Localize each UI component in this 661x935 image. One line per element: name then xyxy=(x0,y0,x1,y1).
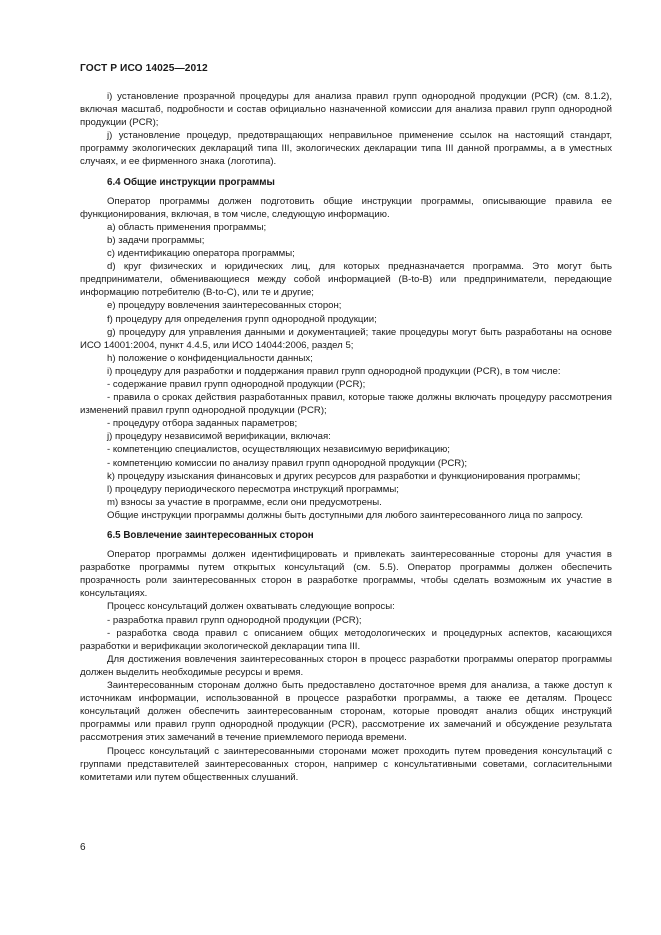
list-item: f) процедуру для определения групп однородной продукции; xyxy=(107,313,377,325)
list-item: k) процедуру изыскания финансовых и других ресурсов для разработки и функционирования программы; xyxy=(107,470,581,482)
list-item: a) область применения программы; xyxy=(107,221,267,233)
list-item: i) процедуру для разработки и поддержания правил групп однородной продукции (PCR), в том числе: xyxy=(107,365,561,377)
list-item: - компетенцию специалистов, осуществляющих независимую верификацию; xyxy=(107,444,450,456)
paragraph: Общие инструкции программы должны быть доступными для любого заинтересованного лица по запросу. xyxy=(107,509,584,521)
list-item: e) процедуру вовлечения заинтересованных сторон; xyxy=(107,300,342,312)
list-item: - разработка правил групп однородной продукции (PCR); xyxy=(107,614,362,626)
standard-header: ГОСТ Р ИСО 14025—2012 xyxy=(80,63,208,74)
list-item: - компетенцию комиссии по анализу правил групп однородной продукции (PCR); xyxy=(107,457,468,469)
list-item: - содержание правил групп однородной продукции (PCR); xyxy=(107,378,366,390)
paragraph: Оператор программы должен идентифицировать и привлекать заинтересованные стороны для участия в разработке программы путем открытых консультаций (см. 5.5). Оператор программы должен обеспечить прозрачность роли заинтересованных сторон в разработке программы, чтобы сделать возможным их участие в консультациях. xyxy=(80,549,612,600)
paragraph: Процесс консультаций должен охватывать следующие вопросы: xyxy=(107,601,395,613)
list-item: g) процедуру для управления данными и документацией; такие процедуры могут быть разработаны на основе ИСО 14001:2004, пункт 4.4.5, или ИСО 14044:2006, раздел 5; xyxy=(80,326,612,351)
paragraph: Для достижения вовлечения заинтересованных сторон в процесс разработки программы оператор программы должен выделить необходимые ресурсы и время. xyxy=(80,653,612,678)
list-item: - правила о сроках действия разработанных правил, которые также должны включать процедуру рассмотрения изменений правил групп однородной продукции (PCR); xyxy=(80,392,612,417)
section-heading-6-5: 6.5 Вовлечение заинтересованных сторон xyxy=(107,530,314,541)
list-item: l) процедуру периодического пересмотра инструкций программы; xyxy=(107,483,399,495)
list-item: - разработка свода правил с описанием общих методологических и процедурных аспектов, касающихся разработки и верификации экологической декларации типа III. xyxy=(80,627,612,652)
list-item: j) процедуру независимой верификации, включая: xyxy=(107,431,331,443)
list-item-i: i) установление прозрачной процедуры для анализа правил групп однородной продукции (PCR) (см. 8.1.2), включая масштаб, подробности и состав официально назначенной комиссии для анализа правил групп однородной продукции (PCR); xyxy=(80,91,612,129)
list-item: - процедуру отбора заданных параметров; xyxy=(107,418,298,430)
list-item: h) положение о конфиденциальности данных; xyxy=(107,352,313,364)
document-body xyxy=(80,90,612,784)
list-item: m) взносы за участие в программе, если они предусмотрены. xyxy=(107,496,382,508)
paragraph: Процесс консультаций с заинтересованными сторонами может проходить путем проведения консультаций с группами представителей заинтересованных сторон, например с консультативными советами, согласительными комитетами или путем общественных слушаний. xyxy=(80,745,612,783)
list-item-j: j) установление процедур, предотвращающих неправильное применение ссылок на настоящий стандарт, программу экологических деклараций типа III, экологических декларации типа III данной программы, а в уместных случаях, и ее фирменного знака (логотипа). xyxy=(80,130,612,168)
list-item: c) идентификацию оператора программы; xyxy=(107,248,295,260)
section-heading-6-4: 6.4 Общие инструкции программы xyxy=(107,176,275,188)
page-number: 6 xyxy=(80,842,86,853)
paragraph: Оператор программы должен подготовить общие инструкции программы, описывающие правила ее функционирования, включая, в том числе, следующую информацию. xyxy=(80,195,612,220)
list-item: b) задачи программы; xyxy=(107,234,205,246)
paragraph: Заинтересованным сторонам должно быть предоставлено достаточное время для анализа, а также доступ к источникам информации, использованной в процессе разработки программы, а также ее деталям. Процесс консультаций должен обеспечить заинтересованным сторонам, которые проводят анализ общих инструкций программы или правил групп однородной продукции (PCR), рассмотрение их замечаний и обсуждение результата рассмотрения этих замечаний в течение приемлемого периода времени. xyxy=(80,680,612,744)
list-item: d) круг физических и юридических лиц, для которых предназначается программа. Это могут быть предприниматели, обменивающиеся между собой информацией (B-to-B) или предприниматели, передающие информацию потребителю (B-to-C), или те и другие; xyxy=(80,261,612,299)
